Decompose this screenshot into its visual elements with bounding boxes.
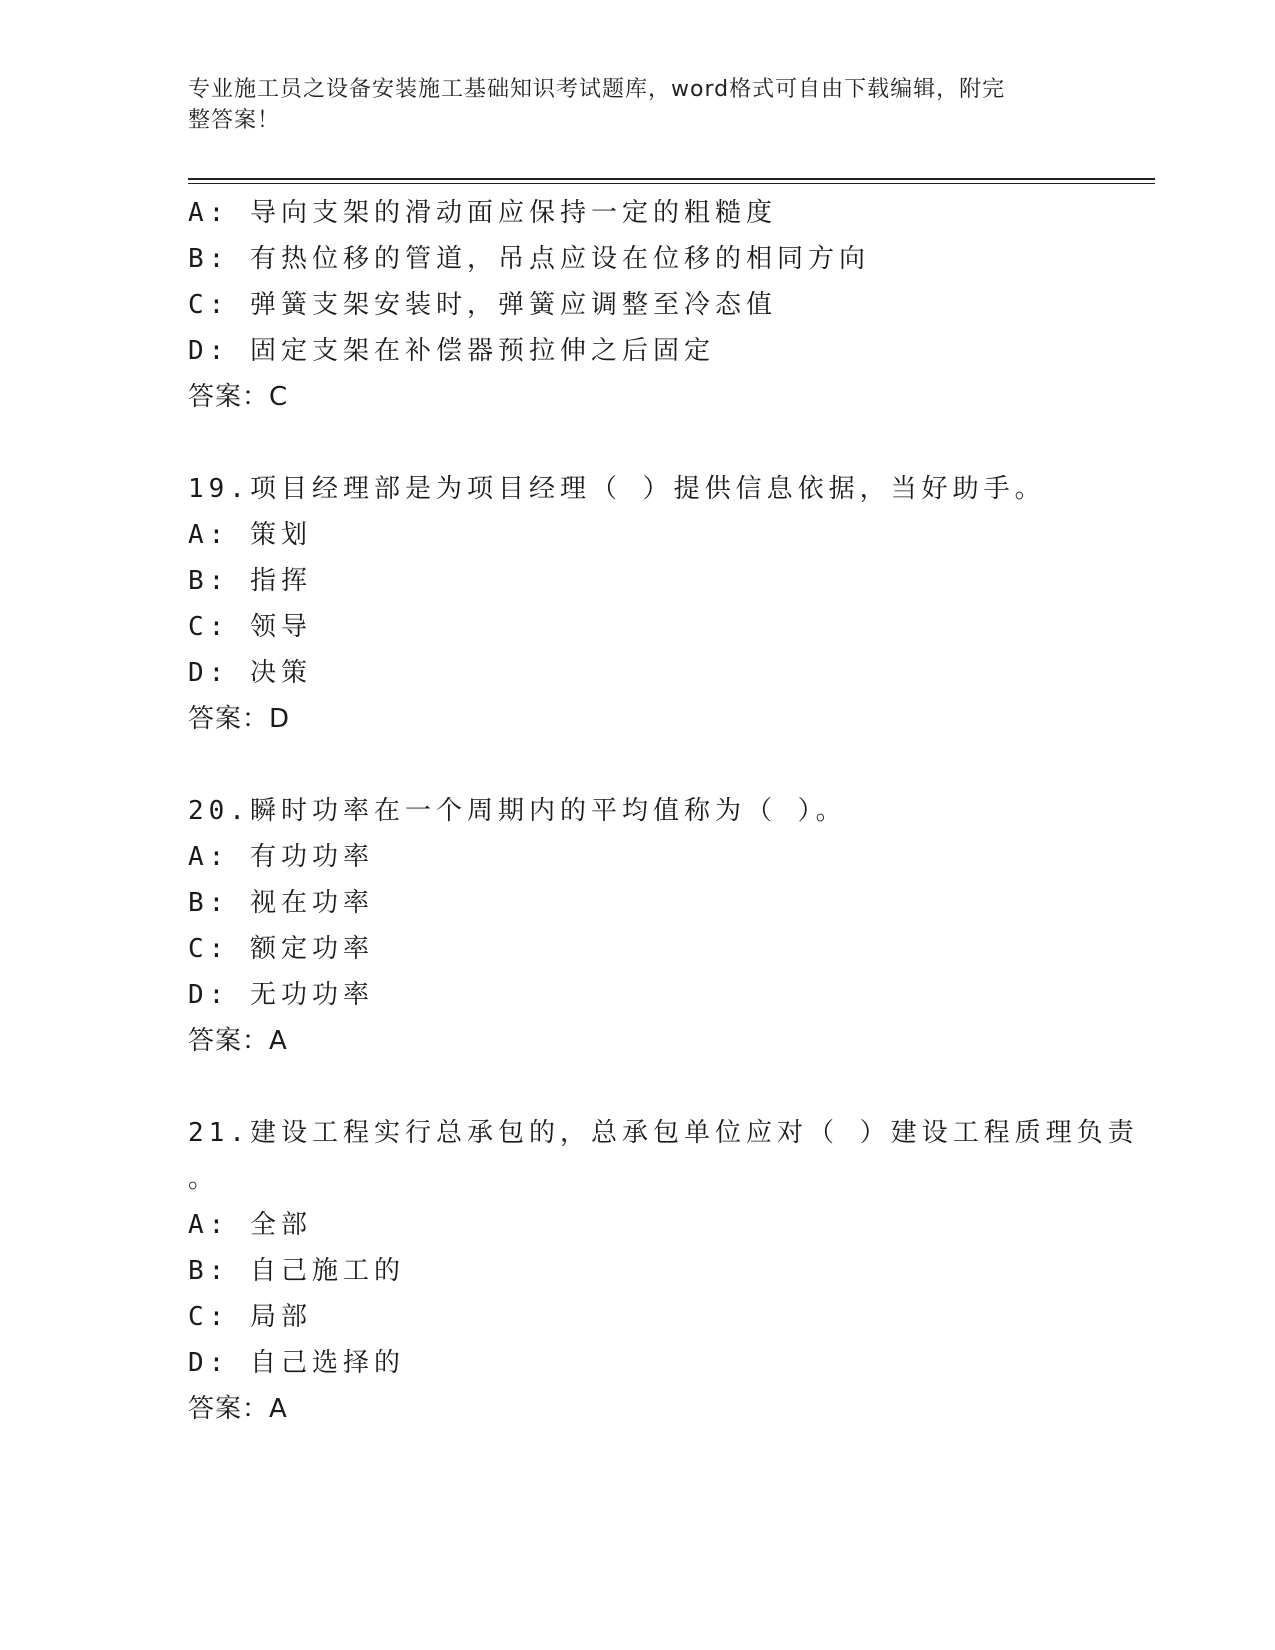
option-d: D: 自己选择的: [188, 1348, 405, 1378]
option-c: C: 局部: [188, 1302, 312, 1332]
option-b: B: 视在功率: [188, 888, 374, 918]
question-stem: 19.项目经理部是为项目经理（ ）提供信息依据，当好助手。: [188, 474, 1046, 504]
option-a: A: 全部: [188, 1210, 312, 1240]
answer: 答案：A: [188, 1394, 288, 1424]
answer: 答案：D: [188, 704, 291, 734]
question-21: [188, 1110, 1148, 1432]
question-stem-continuation: 。: [188, 1164, 220, 1194]
question-stem: 21.建设工程实行总承包的，总承包单位应对（ ）建设工程质理负责: [188, 1118, 1139, 1148]
option-b: B: 有热位移的管道，吊点应设在位移的相同方向: [188, 244, 870, 274]
option-b: B: 指挥: [188, 566, 312, 596]
option-c: C: 领导: [188, 612, 312, 642]
answer: 答案：C: [188, 382, 289, 412]
question-19: [188, 466, 1148, 742]
option-c: C: 额定功率: [188, 934, 374, 964]
option-d: D: 无功功率: [188, 980, 374, 1010]
option-d: D: 决策: [188, 658, 312, 688]
page-header: [188, 74, 1068, 136]
answer: 答案：A: [188, 1026, 288, 1056]
header-line-2: 整答案！: [188, 108, 281, 133]
header-divider-thick: [188, 178, 1155, 180]
question-list: [188, 190, 1148, 1432]
question-18: [188, 190, 1148, 420]
header-line-1: 专业施工员之设备安装施工基础知识考试题库，word格式可自由下载编辑，附完: [188, 77, 1006, 102]
option-b: B: 自己施工的: [188, 1256, 405, 1286]
header-divider-thin: [188, 183, 1155, 184]
option-d: D: 固定支架在补偿器预拉伸之后固定: [188, 336, 715, 366]
question-stem: 20.瞬时功率在一个周期内的平均值称为（ ）。: [188, 796, 847, 826]
option-a: A: 导向支架的滑动面应保持一定的粗糙度: [188, 198, 777, 228]
option-a: A: 有功功率: [188, 842, 374, 872]
question-20: [188, 788, 1148, 1064]
option-c: C: 弹簧支架安装时，弹簧应调整至冷态值: [188, 290, 777, 320]
option-a: A: 策划: [188, 520, 312, 550]
